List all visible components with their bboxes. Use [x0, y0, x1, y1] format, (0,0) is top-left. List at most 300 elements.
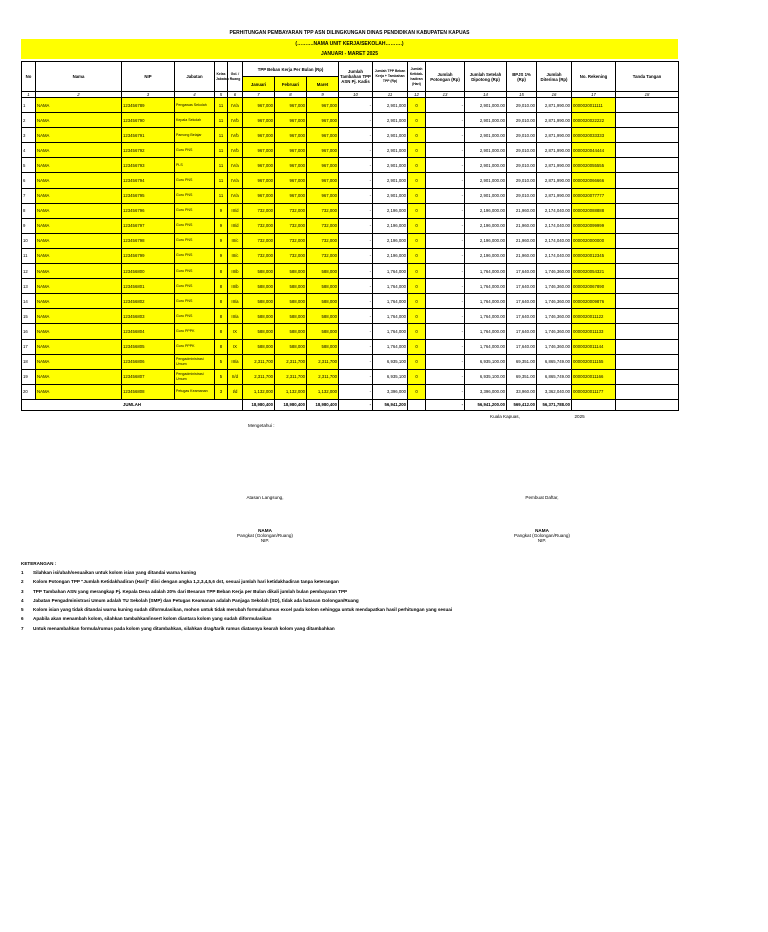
- row-januari[interactable]: 967,000: [243, 143, 275, 158]
- col-nip: NIP: [122, 62, 175, 92]
- row-nama[interactable]: NAMA: [36, 98, 122, 113]
- row-februari[interactable]: 967,000: [275, 128, 307, 143]
- row-gol[interactable]: III/a: [228, 309, 243, 324]
- row-gol[interactable]: IV/a: [228, 98, 243, 113]
- row-gol[interactable]: I/d: [228, 384, 243, 399]
- row-kelas[interactable]: 9: [215, 248, 228, 263]
- row-nama[interactable]: NAMA: [36, 248, 122, 263]
- row-tanda-tangan: [616, 158, 679, 173]
- row-rekening[interactable]: 0000020054321: [572, 264, 616, 279]
- right-signatory: [482, 528, 602, 543]
- row-nip[interactable]: 123456789: [122, 98, 175, 113]
- row-ketidakhadiran[interactable]: 0: [408, 143, 426, 158]
- row-setelah: 1,764,000.00: [465, 294, 507, 309]
- row-nip[interactable]: 123456807: [122, 369, 175, 384]
- row-maret[interactable]: 732,000: [307, 248, 339, 263]
- row-januari[interactable]: 588,000: [243, 264, 275, 279]
- row-gol[interactable]: III/b: [228, 279, 243, 294]
- row-tambahan: -: [339, 128, 373, 143]
- row-ketidakhadiran[interactable]: 0: [408, 354, 426, 369]
- row-tanda-tangan: [616, 248, 679, 263]
- row-januari[interactable]: 588,000: [243, 309, 275, 324]
- row-setelah: 1,764,000.00: [465, 324, 507, 339]
- row-nip[interactable]: 123456797: [122, 218, 175, 233]
- row-ketidakhadiran[interactable]: 0: [408, 339, 426, 354]
- row-maret[interactable]: 732,000: [307, 203, 339, 218]
- row-kelas[interactable]: 5: [215, 369, 228, 384]
- row-maret[interactable]: 588,000: [307, 279, 339, 294]
- row-nip[interactable]: 123456792: [122, 143, 175, 158]
- row-nama[interactable]: NAMA: [36, 218, 122, 233]
- row-jumlah-tpp: 2,901,000: [373, 173, 408, 188]
- row-maret[interactable]: 588,000: [307, 264, 339, 279]
- row-jabatan[interactable]: Guru PNS: [175, 173, 215, 188]
- row-kelas[interactable]: 8: [215, 279, 228, 294]
- row-nip[interactable]: 123456800: [122, 264, 175, 279]
- row-januari[interactable]: 2,311,700: [243, 354, 275, 369]
- row-nama[interactable]: NAMA: [36, 188, 122, 203]
- row-februari[interactable]: 732,000: [275, 218, 307, 233]
- row-rekening[interactable]: 0000020088888: [572, 203, 616, 218]
- row-nip[interactable]: 123456796: [122, 203, 175, 218]
- row-setelah: 2,901,000.00: [465, 98, 507, 113]
- row-potongan: -: [426, 188, 465, 203]
- row-jabatan[interactable]: Guru PNS: [175, 279, 215, 294]
- row-januari[interactable]: 732,000: [243, 233, 275, 248]
- row-nip[interactable]: 123456793: [122, 158, 175, 173]
- row-ketidakhadiran[interactable]: 0: [408, 233, 426, 248]
- row-jabatan[interactable]: Pengadministrasi Umum: [175, 369, 215, 384]
- row-nip[interactable]: 123456801: [122, 279, 175, 294]
- row-nama[interactable]: NAMA: [36, 384, 122, 399]
- row-kelas[interactable]: 11: [215, 113, 228, 128]
- row-maret[interactable]: 967,000: [307, 143, 339, 158]
- row-ketidakhadiran[interactable]: 0: [408, 158, 426, 173]
- row-diterima: 2,174,040.00: [537, 203, 572, 218]
- row-nip[interactable]: 123456805: [122, 339, 175, 354]
- row-diterima: 2,871,990.00: [537, 158, 572, 173]
- row-januari[interactable]: 1,132,000: [243, 384, 275, 399]
- row-setelah: 1,764,000.00: [465, 339, 507, 354]
- column-number: 7: [243, 92, 275, 98]
- table-row: [22, 309, 679, 324]
- row-no: 14: [22, 294, 36, 309]
- row-jabatan[interactable]: Guru PNS: [175, 309, 215, 324]
- row-nip[interactable]: 123456804: [122, 324, 175, 339]
- row-ketidakhadiran[interactable]: 0: [408, 384, 426, 399]
- total-setelah: 56,941,200.00: [465, 399, 507, 410]
- row-nama[interactable]: NAMA: [36, 203, 122, 218]
- row-diterima: 1,746,360.00: [537, 324, 572, 339]
- row-maret[interactable]: 967,000: [307, 128, 339, 143]
- row-jabatan[interactable]: Guru PNS: [175, 264, 215, 279]
- row-jabatan[interactable]: Pengawas Sekolah: [175, 98, 215, 113]
- row-rekening[interactable]: 0000020011144: [572, 339, 616, 354]
- row-nama[interactable]: NAMA: [36, 279, 122, 294]
- row-rekening[interactable]: 0000020000000: [572, 233, 616, 248]
- row-ketidakhadiran[interactable]: 0: [408, 203, 426, 218]
- row-gol[interactable]: III/b: [228, 264, 243, 279]
- row-setelah: 6,935,100.00: [465, 369, 507, 384]
- row-januari[interactable]: 2,311,700: [243, 369, 275, 384]
- row-rekening[interactable]: 0000020011166: [572, 369, 616, 384]
- row-rekening[interactable]: 0000020009876: [572, 294, 616, 309]
- row-jabatan[interactable]: Pengadministrasi Umum: [175, 354, 215, 369]
- row-januari[interactable]: 732,000: [243, 203, 275, 218]
- row-februari[interactable]: 588,000: [275, 264, 307, 279]
- row-rekening[interactable]: 0000020077777: [572, 188, 616, 203]
- row-rekening[interactable]: 0000020011177: [572, 384, 616, 399]
- col-no: No: [22, 62, 36, 92]
- row-kelas[interactable]: 8: [215, 264, 228, 279]
- row-nip[interactable]: 123456802: [122, 294, 175, 309]
- row-januari[interactable]: 588,000: [243, 294, 275, 309]
- col-maret: Maret: [307, 77, 339, 92]
- left-signature-role: Atasan Langsung,: [246, 495, 284, 500]
- row-kelas[interactable]: 11: [215, 98, 228, 113]
- row-kelas[interactable]: 11: [215, 158, 228, 173]
- row-diterima: 1,746,360.00: [537, 309, 572, 324]
- row-januari[interactable]: 967,000: [243, 98, 275, 113]
- row-januari[interactable]: 967,000: [243, 113, 275, 128]
- row-nip[interactable]: 123456794: [122, 173, 175, 188]
- row-jabatan[interactable]: Guru PNS: [175, 233, 215, 248]
- row-februari[interactable]: 967,000: [275, 158, 307, 173]
- row-potongan: -: [426, 309, 465, 324]
- row-gol[interactable]: III/d: [228, 203, 243, 218]
- row-ketidakhadiran[interactable]: 0: [408, 98, 426, 113]
- row-maret[interactable]: 2,311,700: [307, 369, 339, 384]
- row-rekening[interactable]: 0000020099999: [572, 218, 616, 233]
- row-gol[interactable]: III/a: [228, 294, 243, 309]
- row-ketidakhadiran[interactable]: 0: [408, 188, 426, 203]
- row-rekening[interactable]: 0000020011122: [572, 309, 616, 324]
- row-rekening[interactable]: 0000020067890: [572, 279, 616, 294]
- row-rekening[interactable]: 0000020011133: [572, 324, 616, 339]
- row-potongan: -: [426, 384, 465, 399]
- row-bpjs: 17,640.00: [507, 324, 537, 339]
- row-nip[interactable]: 123456803: [122, 309, 175, 324]
- row-januari[interactable]: 588,000: [243, 279, 275, 294]
- row-rekening[interactable]: 0000020011111: [572, 98, 616, 113]
- row-tambahan: -: [339, 218, 373, 233]
- row-tambahan: -: [339, 113, 373, 128]
- row-nama[interactable]: NAMA: [36, 143, 122, 158]
- row-februari[interactable]: 732,000: [275, 248, 307, 263]
- note-number: 1: [21, 570, 24, 575]
- row-kelas[interactable]: 9: [215, 203, 228, 218]
- row-tanda-tangan: [616, 128, 679, 143]
- row-gol[interactable]: IX: [228, 339, 243, 354]
- row-nip[interactable]: 123456799: [122, 248, 175, 263]
- row-maret[interactable]: 588,000: [307, 339, 339, 354]
- row-januari[interactable]: 732,000: [243, 248, 275, 263]
- row-januari[interactable]: 967,000: [243, 128, 275, 143]
- row-nama[interactable]: NAMA: [36, 113, 122, 128]
- row-setelah: 2,901,000.00: [465, 143, 507, 158]
- row-kelas[interactable]: 11: [215, 128, 228, 143]
- left-name: NAMA: [258, 528, 272, 533]
- row-rekening[interactable]: 0000020012345: [572, 248, 616, 263]
- mengetahui-label: Mengetahui :: [248, 423, 275, 428]
- row-kelas[interactable]: 9: [215, 218, 228, 233]
- row-rekening[interactable]: 0000020022222: [572, 113, 616, 128]
- row-kelas[interactable]: 11: [215, 143, 228, 158]
- row-rekening[interactable]: 0000020055555: [572, 158, 616, 173]
- row-februari[interactable]: 1,132,000: [275, 384, 307, 399]
- row-bpjs: 17,640.00: [507, 294, 537, 309]
- row-februari[interactable]: 967,000: [275, 98, 307, 113]
- row-no: 20: [22, 384, 36, 399]
- row-maret[interactable]: 732,000: [307, 218, 339, 233]
- col-kelas: Kelas Jabatan: [215, 62, 228, 92]
- row-jabatan[interactable]: Petugas Keamanan: [175, 384, 215, 399]
- row-jabatan[interactable]: Kepala Sekolah: [175, 113, 215, 128]
- row-februari[interactable]: 732,000: [275, 203, 307, 218]
- row-diterima: 3,362,040.00: [537, 384, 572, 399]
- page-title: PERHITUNGAN PEMBAYARAN TPP ASN DILINGKUNGAN DINAS PENDIDIKAN KABUPATEN KAPUAS: [229, 30, 470, 36]
- row-februari[interactable]: 588,000: [275, 324, 307, 339]
- row-ketidakhadiran[interactable]: 0: [408, 279, 426, 294]
- row-nip[interactable]: 123456798: [122, 233, 175, 248]
- row-ketidakhadiran[interactable]: 0: [408, 128, 426, 143]
- note-item: [21, 589, 452, 598]
- row-rekening[interactable]: 0000020033333: [572, 128, 616, 143]
- row-maret[interactable]: 967,000: [307, 113, 339, 128]
- row-diterima: 1,746,360.00: [537, 264, 572, 279]
- row-potongan: -: [426, 264, 465, 279]
- row-no: 5: [22, 158, 36, 173]
- row-gol[interactable]: IV/b: [228, 113, 243, 128]
- row-ketidakhadiran[interactable]: 0: [408, 113, 426, 128]
- row-gol[interactable]: IV/a: [228, 188, 243, 203]
- row-gol[interactable]: II/d: [228, 369, 243, 384]
- row-jabatan[interactable]: Guru PNS: [175, 218, 215, 233]
- row-jabatan[interactable]: Guru PPPK: [175, 324, 215, 339]
- row-kelas[interactable]: 8: [215, 339, 228, 354]
- row-januari[interactable]: 967,000: [243, 188, 275, 203]
- row-no: 18: [22, 354, 36, 369]
- note-text: Kolom Potongan TPP "Jumlah Ketidakhadiran (Hari)" diisi dengan angka 1,2,3,4,5,6 dst, sesuai jumlah hari ketidakhadiran tanpa keterangan: [33, 579, 339, 585]
- unit-name[interactable]: (……….NAMA UNIT KERJA/SEKOLAH……….): [21, 39, 678, 49]
- table-row: [22, 233, 679, 248]
- row-jabatan[interactable]: Guru PNS: [175, 203, 215, 218]
- row-bpjs: 29,010.00: [507, 143, 537, 158]
- row-gol[interactable]: III/a: [228, 354, 243, 369]
- row-jabatan[interactable]: Guru PPPK: [175, 339, 215, 354]
- col-tpp-group: TPP Beban Kerja Per Bulan (Rp): [243, 62, 339, 77]
- left-nip: NIP.: [260, 538, 270, 543]
- row-februari[interactable]: 2,311,700: [275, 354, 307, 369]
- note-number: 3: [21, 588, 24, 594]
- row-tanda-tangan: [616, 233, 679, 248]
- row-potongan: -: [426, 233, 465, 248]
- row-nama[interactable]: NAMA: [36, 264, 122, 279]
- total-mar: 18,980,400: [307, 399, 339, 410]
- row-maret[interactable]: 2,311,700: [307, 354, 339, 369]
- row-januari[interactable]: 732,000: [243, 218, 275, 233]
- row-ketidakhadiran[interactable]: 0: [408, 248, 426, 263]
- table-row: [22, 294, 679, 309]
- tpp-table: [21, 61, 679, 411]
- row-februari[interactable]: 967,000: [275, 188, 307, 203]
- row-nip[interactable]: 123456808: [122, 384, 175, 399]
- table-row: [22, 279, 679, 294]
- row-jabatan[interactable]: Pamong Belajar: [175, 128, 215, 143]
- note-number: 5: [21, 607, 24, 613]
- row-nip[interactable]: 123456806: [122, 354, 175, 369]
- row-maret[interactable]: 967,000: [307, 98, 339, 113]
- row-nip[interactable]: 123456790: [122, 113, 175, 128]
- row-januari[interactable]: 967,000: [243, 158, 275, 173]
- row-jabatan[interactable]: Guru PNS: [175, 294, 215, 309]
- row-nama[interactable]: NAMA: [36, 324, 122, 339]
- row-ketidakhadiran[interactable]: 0: [408, 218, 426, 233]
- row-nama[interactable]: NAMA: [36, 173, 122, 188]
- row-maret[interactable]: 967,000: [307, 188, 339, 203]
- column-number: 16: [537, 92, 572, 98]
- row-februari[interactable]: 588,000: [275, 339, 307, 354]
- row-nama[interactable]: NAMA: [36, 339, 122, 354]
- row-nama[interactable]: NAMA: [36, 128, 122, 143]
- row-gol[interactable]: III/d: [228, 218, 243, 233]
- row-nama[interactable]: NAMA: [36, 158, 122, 173]
- row-no: 15: [22, 309, 36, 324]
- place: Kuala Kapuas,: [490, 414, 520, 419]
- row-nama[interactable]: NAMA: [36, 309, 122, 324]
- row-bpjs: 21,960.00: [507, 248, 537, 263]
- table-row: [22, 384, 679, 399]
- row-diterima: 2,871,990.00: [537, 173, 572, 188]
- row-januari[interactable]: 588,000: [243, 324, 275, 339]
- row-nama[interactable]: NAMA: [36, 369, 122, 384]
- row-nip[interactable]: 123456795: [122, 188, 175, 203]
- row-februari[interactable]: 967,000: [275, 143, 307, 158]
- row-kelas[interactable]: 5: [215, 354, 228, 369]
- row-jumlah-tpp: 2,901,000: [373, 143, 408, 158]
- row-tambahan: -: [339, 294, 373, 309]
- row-ketidakhadiran[interactable]: 0: [408, 369, 426, 384]
- column-number: 15: [507, 92, 537, 98]
- row-gol[interactable]: III/c: [228, 248, 243, 263]
- row-kelas[interactable]: 3: [215, 384, 228, 399]
- row-januari[interactable]: 588,000: [243, 339, 275, 354]
- row-rekening[interactable]: 0000020066666: [572, 173, 616, 188]
- row-maret[interactable]: 588,000: [307, 309, 339, 324]
- column-number: 18: [616, 92, 679, 98]
- row-diterima: 6,865,749.00: [537, 369, 572, 384]
- row-februari[interactable]: 588,000: [275, 279, 307, 294]
- row-februari[interactable]: 2,311,700: [275, 369, 307, 384]
- row-maret[interactable]: 588,000: [307, 324, 339, 339]
- row-kelas[interactable]: 8: [215, 324, 228, 339]
- left-signatory: [205, 528, 325, 543]
- row-jumlah-tpp: 1,764,000: [373, 324, 408, 339]
- row-gol[interactable]: III/c: [228, 233, 243, 248]
- row-rekening[interactable]: 0000020044444: [572, 143, 616, 158]
- row-potongan: -: [426, 143, 465, 158]
- row-setelah: 2,196,000.00: [465, 233, 507, 248]
- row-ketidakhadiran[interactable]: 0: [408, 294, 426, 309]
- row-setelah: 2,901,000.00: [465, 173, 507, 188]
- row-tanda-tangan: [616, 143, 679, 158]
- period[interactable]: JANUARI - MARET 2025: [21, 49, 678, 59]
- row-setelah: 2,196,000.00: [465, 203, 507, 218]
- row-gol[interactable]: IV/b: [228, 128, 243, 143]
- total-diterima: 56,371,788.00: [537, 399, 572, 410]
- row-jabatan[interactable]: PLS: [175, 158, 215, 173]
- row-kelas[interactable]: 8: [215, 294, 228, 309]
- row-bpjs: 69,351.00: [507, 354, 537, 369]
- row-gol[interactable]: IV/a: [228, 173, 243, 188]
- row-jumlah-tpp: 6,935,100: [373, 354, 408, 369]
- row-ketidakhadiran[interactable]: 0: [408, 264, 426, 279]
- row-tambahan: -: [339, 143, 373, 158]
- row-kelas[interactable]: 11: [215, 173, 228, 188]
- row-rekening[interactable]: 0000020011155: [572, 354, 616, 369]
- row-kelas[interactable]: 9: [215, 233, 228, 248]
- row-januari[interactable]: 967,000: [243, 173, 275, 188]
- row-jabatan[interactable]: Guru PNS: [175, 143, 215, 158]
- table-row: [22, 354, 679, 369]
- right-signature-role: Pembuat Daftar,: [525, 495, 559, 500]
- total-bpjs: 569,412.00: [507, 399, 537, 410]
- table-row: [22, 369, 679, 384]
- row-maret[interactable]: 732,000: [307, 233, 339, 248]
- row-gol[interactable]: IX: [228, 324, 243, 339]
- row-ketidakhadiran[interactable]: 0: [408, 324, 426, 339]
- row-potongan: -: [426, 128, 465, 143]
- row-ketidakhadiran[interactable]: 0: [408, 309, 426, 324]
- row-gol[interactable]: IV/a: [228, 158, 243, 173]
- row-februari[interactable]: 967,000: [275, 173, 307, 188]
- column-number: 4: [175, 92, 215, 98]
- row-jabatan[interactable]: Guru PNS: [175, 248, 215, 263]
- row-februari[interactable]: 732,000: [275, 233, 307, 248]
- row-kelas[interactable]: 11: [215, 188, 228, 203]
- row-ketidakhadiran[interactable]: 0: [408, 173, 426, 188]
- row-nip[interactable]: 123456791: [122, 128, 175, 143]
- col-jumlah-tpp: Jumlah TPP Beban Kerja + Tambahan TPP (Rp): [373, 62, 408, 92]
- row-maret[interactable]: 967,000: [307, 158, 339, 173]
- row-jumlah-tpp: 2,901,000: [373, 188, 408, 203]
- row-februari[interactable]: 588,000: [275, 294, 307, 309]
- col-februari: Februari: [275, 77, 307, 92]
- row-nama[interactable]: NAMA: [36, 294, 122, 309]
- row-februari[interactable]: 967,000: [275, 113, 307, 128]
- col-nama: Nama: [36, 62, 122, 92]
- row-nama[interactable]: NAMA: [36, 354, 122, 369]
- totals-label: JUMLAH: [22, 399, 243, 410]
- row-jabatan[interactable]: Guru PNS: [175, 188, 215, 203]
- row-maret[interactable]: 588,000: [307, 294, 339, 309]
- row-nama[interactable]: NAMA: [36, 233, 122, 248]
- table-body: [22, 92, 679, 400]
- row-gol[interactable]: IV/b: [228, 143, 243, 158]
- row-diterima: 2,174,040.00: [537, 233, 572, 248]
- row-maret[interactable]: 967,000: [307, 173, 339, 188]
- row-tanda-tangan: [616, 218, 679, 233]
- right-name: NAMA: [535, 528, 549, 533]
- row-maret[interactable]: 1,132,000: [307, 384, 339, 399]
- note-number: 4: [21, 597, 24, 603]
- row-jumlah-tpp: 3,396,000: [373, 384, 408, 399]
- row-setelah: 6,935,100.00: [465, 354, 507, 369]
- row-tanda-tangan: [616, 113, 679, 128]
- row-februari[interactable]: 588,000: [275, 309, 307, 324]
- row-kelas[interactable]: 8: [215, 309, 228, 324]
- row-diterima: 6,865,749.00: [537, 354, 572, 369]
